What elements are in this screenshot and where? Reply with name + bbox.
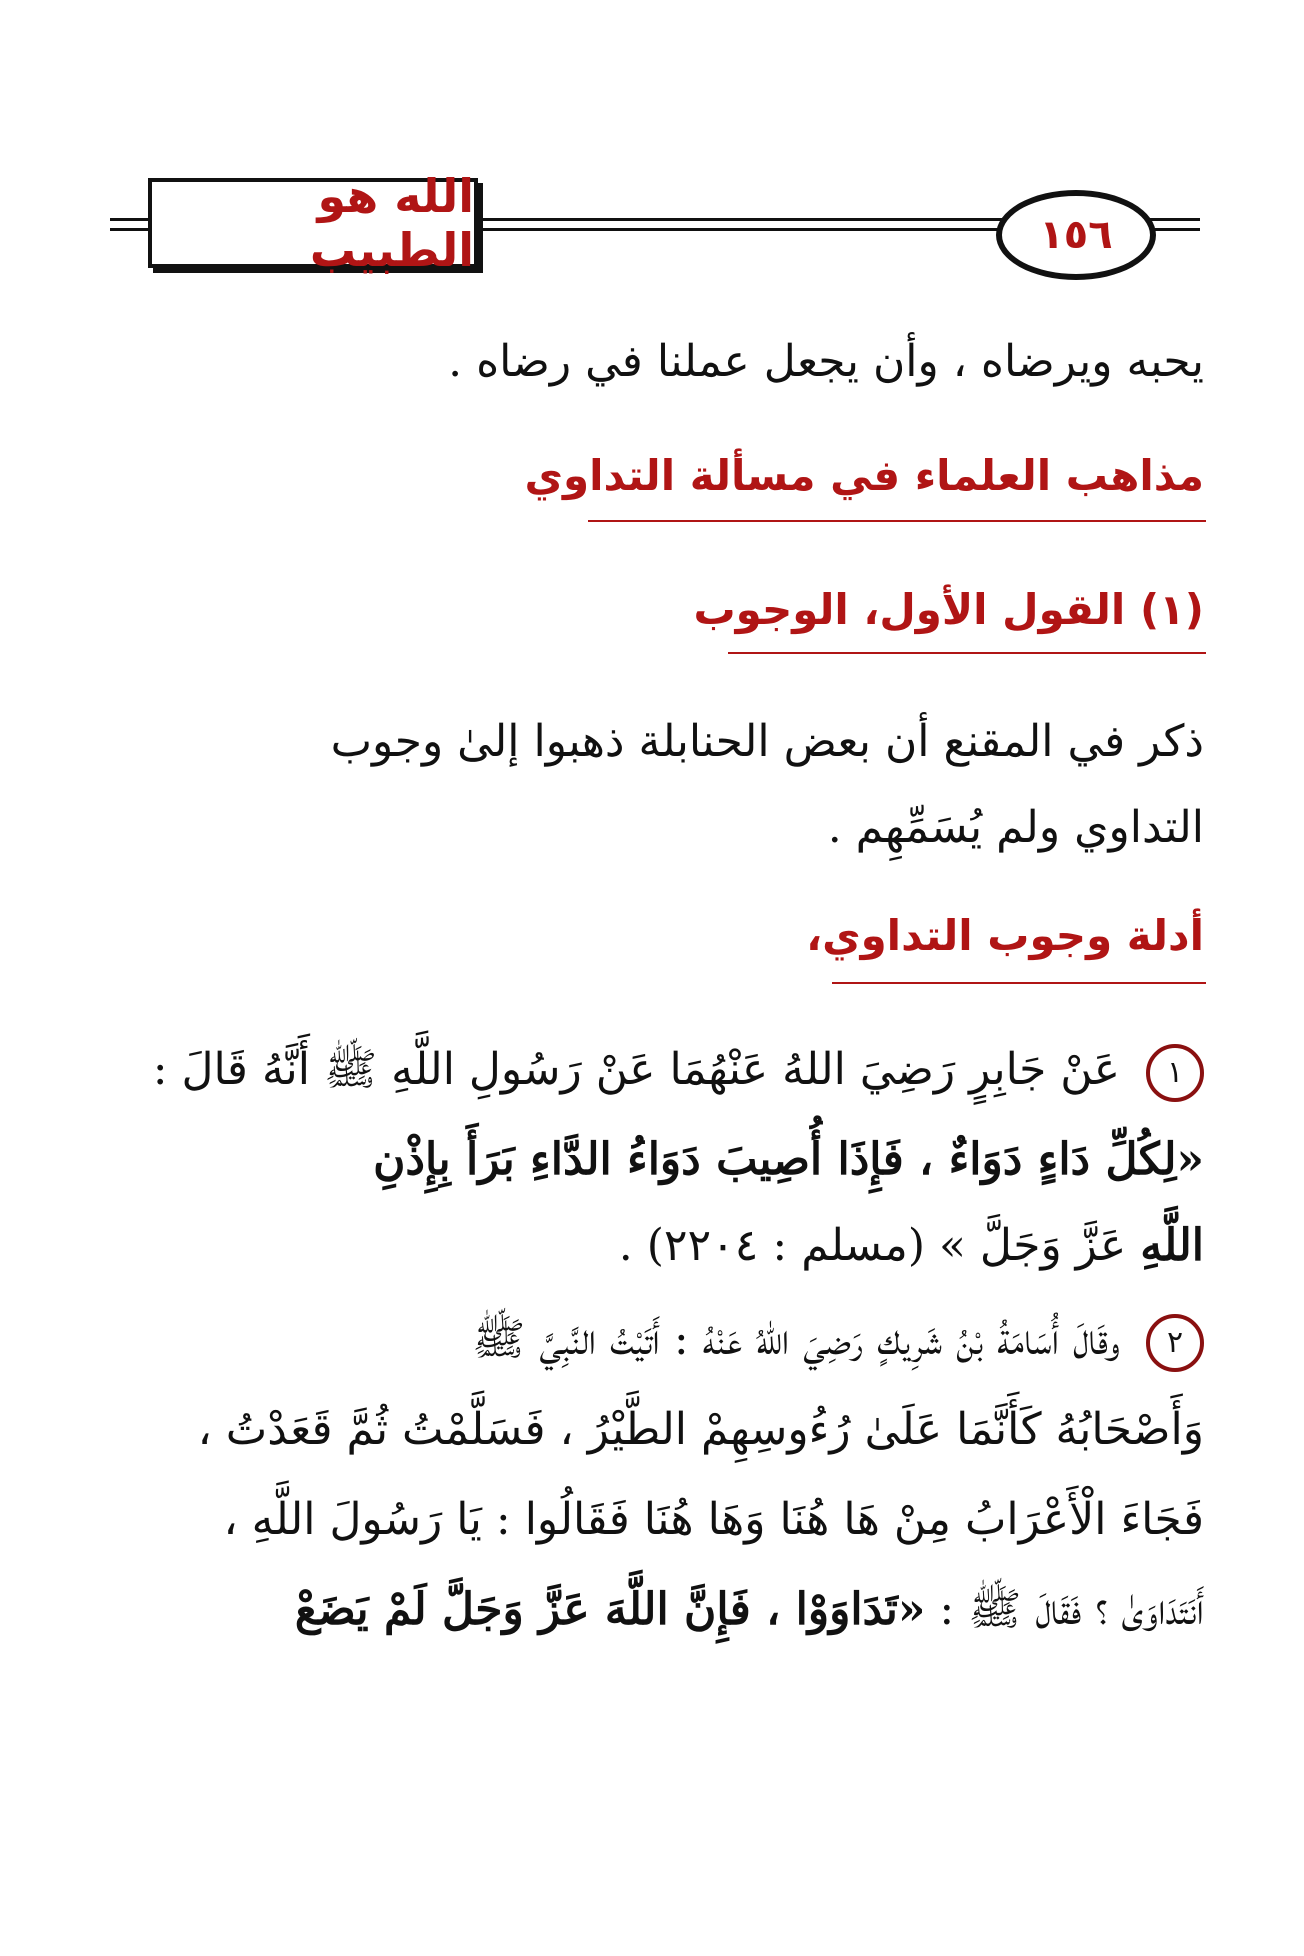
heading-1-underline [588,520,1206,522]
hadith-1-number: ١ [1146,1044,1204,1102]
page-number: ١٥٦ [1039,212,1113,258]
hadith-2-text-4a: أَنَتَدَاوَىٰ ؟ فَقَالَ ﷺ : [939,1584,1204,1635]
page-number-oval [996,190,1156,280]
hadith-2-text-4b: «تَدَاوَوْا ، فَإِنَّ اللَّهَ عَزَّ وَجَلَّ لَمْ يَضَعْ [294,1584,926,1635]
paragraph-1-line-1: ذكر في المقنع أن بعض الحنابلة ذهبوا إلىٰ وجوب [330,716,1204,767]
heading-3-underline [832,982,1206,984]
heading-2-underline [728,652,1206,654]
hadith-1-line-3 [619,1216,1204,1276]
hadith-2-text-1: وقَالَ أُسَامَةُ بْنُ شَرِيكٍ رَضِيَ اللهُ عَنْهُ : أَتَيْتُ النَّبِيَّ ﷺ [472,1314,1120,1365]
section-heading-1: مذاهب العلماء في مسألة التداوي [524,451,1204,500]
hadith-2-line-3: فَجَاءَ الْأَعْرَابُ مِنْ هَا هُنَا وَهَا هُنَا فَقَالُوا : يَا رَسُولَ اللَّهِ ، [223,1494,1204,1545]
running-title: الله هو الطبيب [309,169,474,277]
hadith-1-text-3-bold: اللَّهِ [1140,1220,1204,1271]
section-heading-3: أدلة وجوب التداوي، [806,911,1204,960]
hadith-1-line-2: «لِكُلِّ دَاءٍ دَوَاءٌ ، فَإِذَا أُصِيبَ دَوَاءُ الدَّاءِ بَرَأَ بِإِذْنِ [373,1134,1204,1185]
section-heading-2: (١) القول الأول، الوجوب [693,585,1204,634]
hadith-2-line-2: وَأَصْحَابُهُ كَأَنَّمَا عَلَىٰ رُءُوسِهِمْ الطَّيْرُ ، فَسَلَّمْتُ ثُمَّ قَعَدْتُ ، [197,1404,1204,1455]
paragraph-1-line-2: التداوي ولم يُسَمِّهِم . [827,802,1204,853]
text-line-1: يحبه ويرضاه ، وأن يجعل عملنا في رضاه . [448,336,1204,387]
hadith-1-line-1 [153,1040,1204,1102]
hadith-2-number: ٢ [1146,1314,1204,1372]
hadith-1-text-1: عَنْ جَابِرٍ رَضِيَ اللهُ عَنْهُمَا عَنْ رَسُولِ اللَّهِ ﷺ أَنَّهُ قَالَ : [152,1044,1120,1095]
hadith-2-line-4 [295,1580,1204,1640]
running-title-box [148,169,478,277]
hadith-2-line-1 [472,1310,1204,1372]
hadith-1-text-3: عَزَّ وَجَلَّ » (مسلم : ٢٢٠٤) . [618,1220,1127,1271]
